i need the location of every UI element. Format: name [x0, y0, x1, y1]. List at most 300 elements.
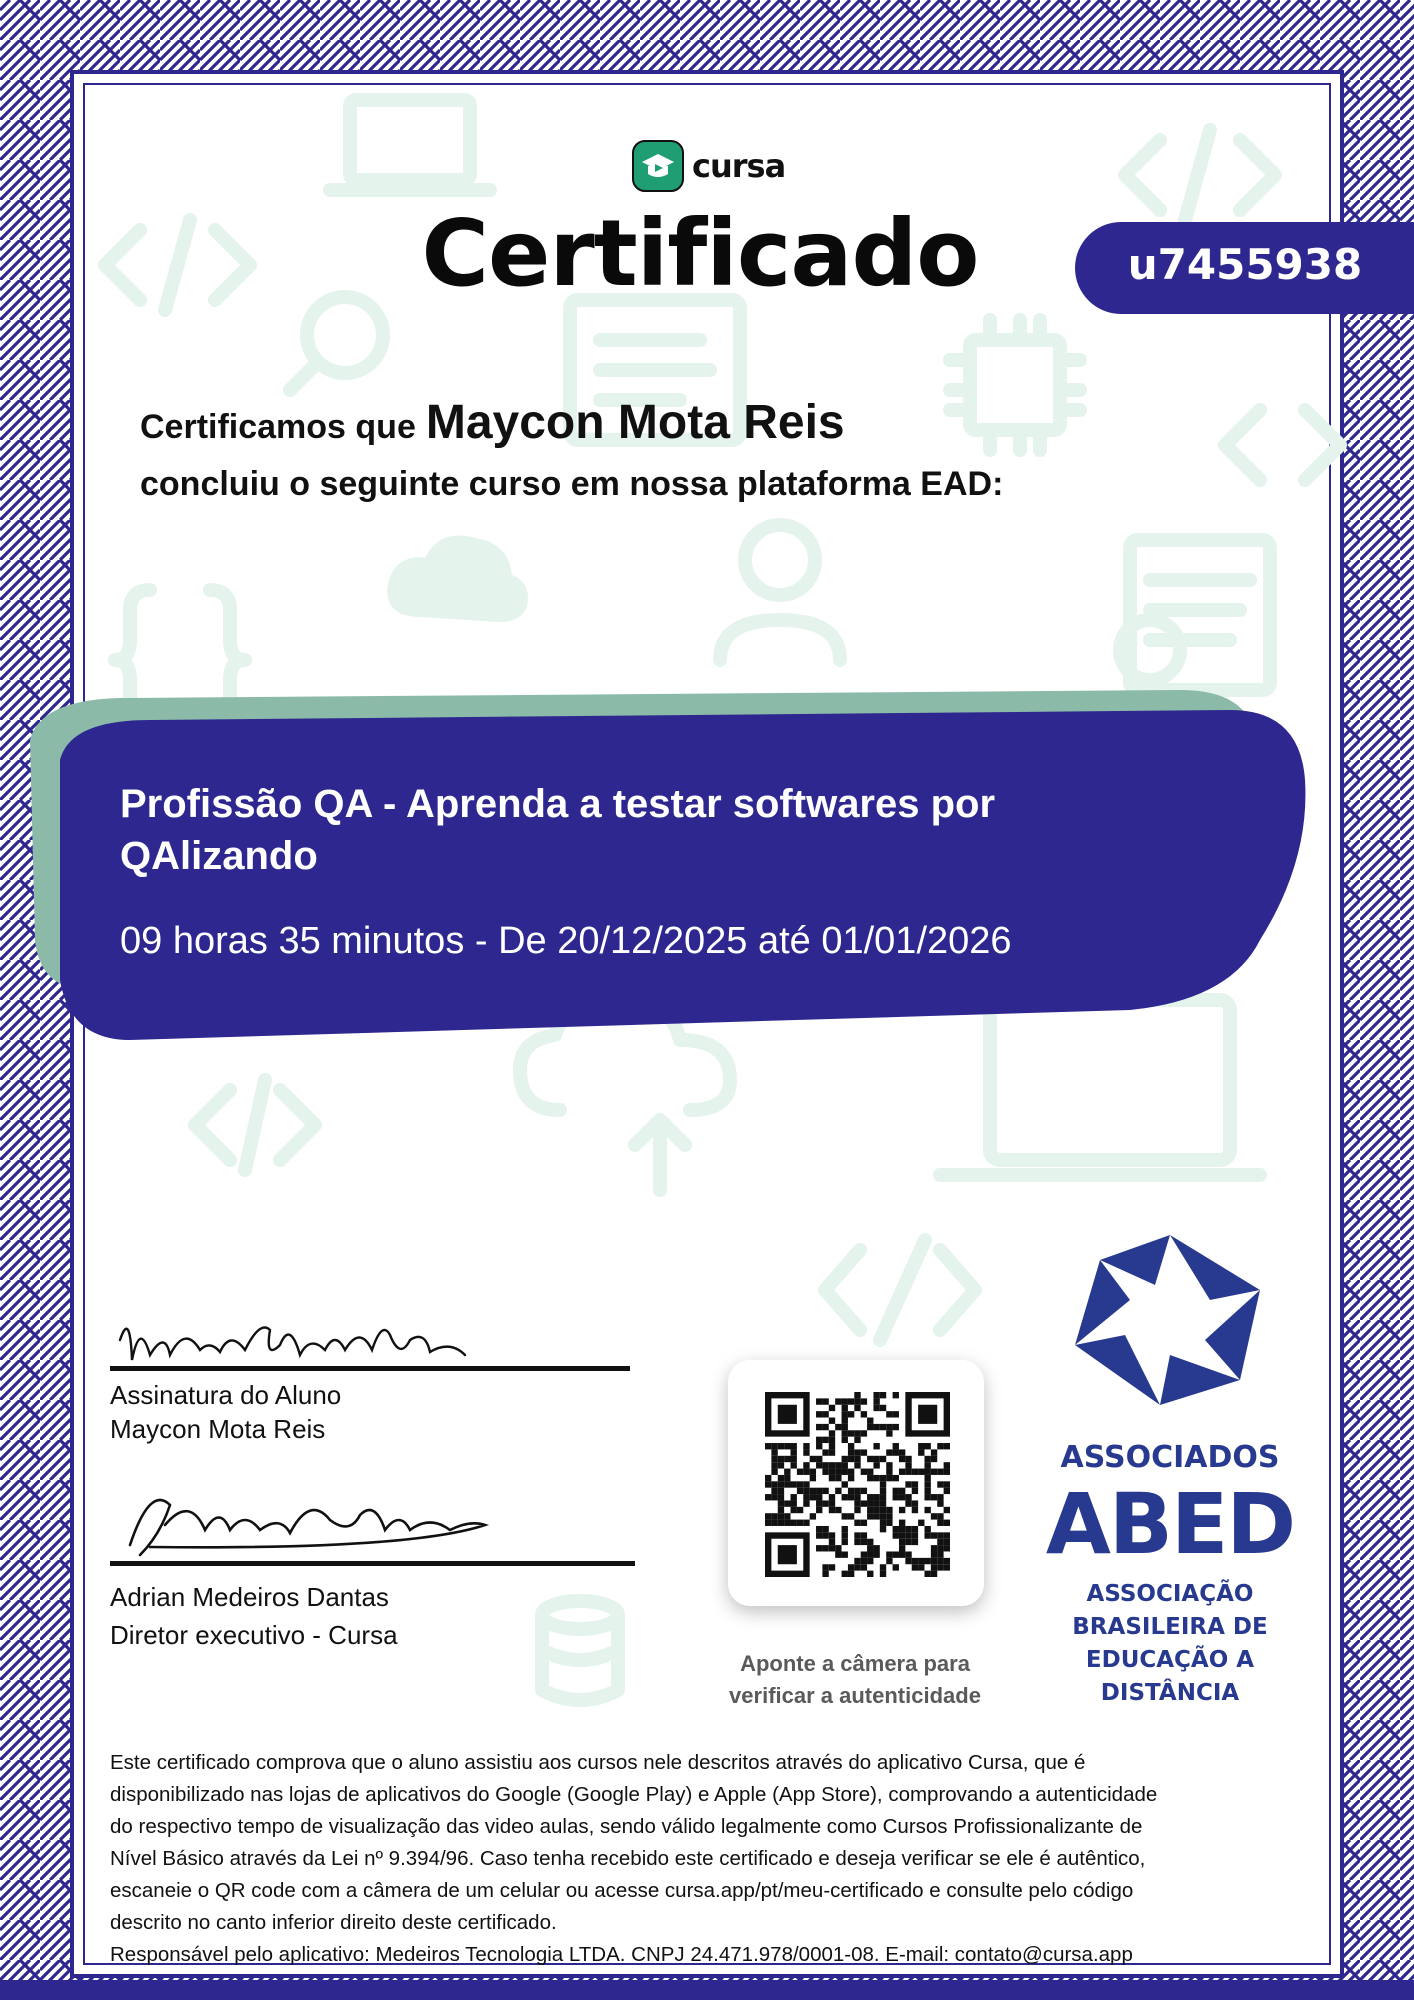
qr-module — [912, 1507, 918, 1513]
qr-module — [803, 1449, 809, 1455]
qr-caption-line2: verificar a autenticidade — [729, 1683, 981, 1708]
qr-module — [937, 1558, 943, 1564]
qr-module — [778, 1500, 784, 1506]
qr-module — [924, 1475, 930, 1481]
qr-module — [803, 1520, 809, 1526]
qr-module — [778, 1456, 784, 1462]
qr-module — [854, 1398, 860, 1404]
qr-finder-pattern — [905, 1392, 950, 1437]
student-name: Maycon Mota Reis — [425, 396, 845, 449]
qr-module — [848, 1475, 854, 1481]
cursa-logo — [632, 140, 785, 192]
qr-module — [867, 1571, 873, 1577]
qr-module — [771, 1456, 777, 1462]
qr-module — [842, 1398, 848, 1404]
course-title — [120, 778, 1120, 882]
qr-module — [944, 1545, 950, 1551]
qr-module — [899, 1551, 905, 1557]
qr-module — [778, 1443, 784, 1449]
qr-module — [905, 1494, 911, 1500]
qr-module — [810, 1469, 816, 1475]
qr-module — [803, 1462, 809, 1468]
qr-module — [816, 1494, 822, 1500]
qr-module — [822, 1469, 828, 1475]
qr-module — [886, 1558, 892, 1564]
qr-module — [829, 1405, 835, 1411]
qr-module — [842, 1513, 848, 1519]
director-signature — [110, 1475, 510, 1565]
qr-module — [797, 1520, 803, 1526]
qr-module — [931, 1564, 937, 1570]
qr-module — [822, 1488, 828, 1494]
qr-module — [899, 1532, 905, 1538]
qr-module — [899, 1507, 905, 1513]
abed-full-name — [1035, 1578, 1305, 1710]
director-role: Diretor executivo - Cursa — [110, 1620, 398, 1650]
qr-module — [931, 1469, 937, 1475]
qr-module — [893, 1424, 899, 1430]
qr-module — [842, 1526, 848, 1532]
qr-module — [765, 1475, 771, 1481]
qr-module — [867, 1551, 873, 1557]
qr-module — [778, 1481, 784, 1487]
course-title-line2: QAlizando — [120, 834, 318, 878]
qr-module — [905, 1481, 911, 1487]
qr-caption — [700, 1648, 1010, 1712]
qr-module — [848, 1564, 854, 1570]
qr-module — [822, 1398, 828, 1404]
qr-module — [816, 1456, 822, 1462]
qr-module — [848, 1469, 854, 1475]
qr-module — [867, 1424, 873, 1430]
qr-module — [880, 1564, 886, 1570]
qr-module — [842, 1481, 848, 1487]
qr-module — [873, 1405, 879, 1411]
qr-module — [816, 1443, 822, 1449]
qr-module — [905, 1526, 911, 1532]
qr-module — [893, 1551, 899, 1557]
legal-line: do respectivo tempo de visualização das video aulas, sendo válido legalmente como Cursos Profissionalizante de — [110, 1815, 1143, 1838]
qr-module — [816, 1488, 822, 1494]
qr-module — [867, 1494, 873, 1500]
qr-module — [822, 1437, 828, 1443]
qr-module — [937, 1539, 943, 1545]
director-name: Adrian Medeiros Dantas — [110, 1582, 389, 1612]
qr-module — [797, 1507, 803, 1513]
qr-module — [924, 1469, 930, 1475]
qr-module — [905, 1539, 911, 1545]
qr-module — [873, 1392, 879, 1398]
qr-module — [842, 1418, 848, 1424]
qr-module — [835, 1545, 841, 1551]
abed-line3: EDUCAÇÃO A — [1085, 1647, 1255, 1673]
qr-module — [886, 1520, 892, 1526]
certification-statement — [140, 395, 845, 450]
qr-module — [912, 1481, 918, 1487]
qr-module — [924, 1443, 930, 1449]
graduation-cap-play-icon — [632, 140, 684, 192]
qr-module — [778, 1475, 784, 1481]
student-signature-line — [110, 1366, 630, 1371]
course-duration-dates: 09 horas 35 minutos - De 20/12/2025 até 01/01/2026 — [120, 920, 1012, 962]
qr-module — [944, 1462, 950, 1468]
student-signature-name: Maycon Mota Reis — [110, 1414, 326, 1444]
qr-module — [918, 1564, 924, 1570]
qr-module — [899, 1539, 905, 1545]
qr-module — [791, 1462, 797, 1468]
qr-module — [771, 1513, 777, 1519]
qr-module — [797, 1481, 803, 1487]
certificate-code: u7455938 — [1127, 240, 1363, 289]
qr-module — [937, 1443, 943, 1449]
qr-module — [822, 1571, 828, 1577]
qr-module — [937, 1481, 943, 1487]
qr-module — [835, 1551, 841, 1557]
qr-module — [842, 1430, 848, 1436]
qr-module — [873, 1551, 879, 1557]
qr-module — [886, 1507, 892, 1513]
qr-module — [924, 1532, 930, 1538]
qr-module — [854, 1488, 860, 1494]
qr-module — [893, 1488, 899, 1494]
qr-module — [829, 1418, 835, 1424]
qr-module — [829, 1462, 835, 1468]
qr-module — [873, 1500, 879, 1506]
qr-module — [880, 1526, 886, 1532]
qr-module — [861, 1564, 867, 1570]
qr-module — [854, 1507, 860, 1513]
qr-module — [822, 1564, 828, 1570]
qr-module — [905, 1462, 911, 1468]
qr-module — [912, 1558, 918, 1564]
qr-module — [784, 1500, 790, 1506]
qr-module — [905, 1558, 911, 1564]
qr-module — [822, 1424, 828, 1430]
qr-module — [937, 1469, 943, 1475]
qr-module — [848, 1494, 854, 1500]
qr-module — [765, 1520, 771, 1526]
qr-module — [784, 1481, 790, 1487]
qr-module — [893, 1494, 899, 1500]
qr-module — [880, 1513, 886, 1519]
qr-module — [924, 1526, 930, 1532]
qr-module — [886, 1551, 892, 1557]
abed-acronym: ABED — [1045, 1475, 1295, 1573]
qr-module — [765, 1481, 771, 1487]
qr-module — [854, 1500, 860, 1506]
qr-module — [816, 1424, 822, 1430]
qr-module — [816, 1437, 822, 1443]
qr-module — [867, 1500, 873, 1506]
qr-module — [842, 1424, 848, 1430]
qr-module — [924, 1488, 930, 1494]
qr-module — [829, 1430, 835, 1436]
qr-module — [893, 1392, 899, 1398]
qr-module — [873, 1398, 879, 1404]
qr-module — [873, 1443, 879, 1449]
qr-module — [905, 1532, 911, 1538]
qr-module — [848, 1398, 854, 1404]
qr-module — [924, 1494, 930, 1500]
qr-module — [861, 1532, 867, 1538]
qr-module — [854, 1532, 860, 1538]
qr-module — [905, 1469, 911, 1475]
qr-module — [765, 1513, 771, 1519]
qr-module — [797, 1488, 803, 1494]
qr-module — [829, 1449, 835, 1455]
qr-module — [835, 1507, 841, 1513]
qr-module — [842, 1456, 848, 1462]
qr-module — [861, 1449, 867, 1455]
qr-module — [924, 1558, 930, 1564]
qr-module — [886, 1449, 892, 1455]
qr-module — [829, 1532, 835, 1538]
qr-module — [816, 1462, 822, 1468]
qr-module — [765, 1443, 771, 1449]
qr-module — [912, 1500, 918, 1506]
certificate-title: Certificado — [421, 200, 979, 307]
qr-module — [784, 1475, 790, 1481]
qr-module — [803, 1469, 809, 1475]
legal-line: Este certificado comprova que o aluno assistiu aos cursos nele descritos através do aplicativo Cursa, que é — [110, 1751, 1086, 1774]
qr-module — [944, 1539, 950, 1545]
qr-module — [873, 1545, 879, 1551]
qr-module — [771, 1449, 777, 1455]
qr-module — [784, 1520, 790, 1526]
abed-line4: DISTÂNCIA — [1100, 1680, 1240, 1706]
qr-module — [880, 1456, 886, 1462]
qr-module — [816, 1411, 822, 1417]
qr-module — [854, 1405, 860, 1411]
qr-module — [816, 1532, 822, 1538]
qr-module — [944, 1532, 950, 1538]
abed-line2: BRASILEIRA DE — [1072, 1614, 1268, 1640]
qr-module — [873, 1494, 879, 1500]
statement-suffix: concluiu o seguinte curso em nossa plataforma EAD: — [140, 465, 1004, 503]
qr-module — [842, 1571, 848, 1577]
qr-module — [810, 1456, 816, 1462]
qr-module — [905, 1500, 911, 1506]
qr-module — [784, 1513, 790, 1519]
qr-module — [797, 1469, 803, 1475]
qr-module — [854, 1564, 860, 1570]
qr-module — [771, 1462, 777, 1468]
qr-module — [848, 1571, 854, 1577]
qr-module — [899, 1456, 905, 1462]
qr-module — [771, 1488, 777, 1494]
qr-module — [918, 1469, 924, 1475]
student-signature-role: Assinatura do Aluno — [110, 1380, 342, 1410]
qr-module — [944, 1443, 950, 1449]
qr-module — [854, 1456, 860, 1462]
qr-module — [848, 1411, 854, 1417]
legal-line: descrito no canto inferior direito deste certificado. — [110, 1911, 557, 1934]
qr-module — [822, 1500, 828, 1506]
qr-module — [842, 1462, 848, 1468]
qr-module — [848, 1488, 854, 1494]
qr-module — [803, 1481, 809, 1487]
qr-module — [854, 1494, 860, 1500]
qr-module — [784, 1456, 790, 1462]
qr-module — [893, 1475, 899, 1481]
qr-module — [771, 1520, 777, 1526]
qr-module — [880, 1424, 886, 1430]
qr-module — [867, 1475, 873, 1481]
qr-module — [842, 1411, 848, 1417]
qr-module — [918, 1558, 924, 1564]
qr-module — [861, 1488, 867, 1494]
qr-module — [893, 1532, 899, 1538]
qr-module — [912, 1469, 918, 1475]
qr-module — [848, 1456, 854, 1462]
qr-module — [829, 1437, 835, 1443]
qr-module — [848, 1449, 854, 1455]
qr-module — [937, 1520, 943, 1526]
qr-code[interactable] — [765, 1392, 950, 1577]
qr-module — [771, 1494, 777, 1500]
qr-module — [810, 1475, 816, 1481]
qr-module — [873, 1475, 879, 1481]
qr-module — [854, 1462, 860, 1468]
qr-module — [880, 1475, 886, 1481]
qr-module — [835, 1424, 841, 1430]
qr-module — [842, 1539, 848, 1545]
qr-module — [778, 1513, 784, 1519]
qr-module — [867, 1539, 873, 1545]
qr-module — [944, 1564, 950, 1570]
qr-module — [924, 1462, 930, 1468]
qr-module — [944, 1469, 950, 1475]
qr-module — [816, 1398, 822, 1404]
qr-module — [899, 1494, 905, 1500]
qr-module — [944, 1507, 950, 1513]
legal-line: Nível Básico através da Lei nº 9.394/96. Caso tenha recebido este certificado e deseja verificar se ele é autêntico, — [110, 1847, 1146, 1870]
qr-module — [842, 1532, 848, 1538]
qr-module — [829, 1475, 835, 1481]
legal-line: disponibilizado nas lojas de aplicativos do Google (Google Play) e Apple (App Store), comprovando a autenticidade — [110, 1783, 1158, 1806]
qr-module — [854, 1449, 860, 1455]
qr-module — [854, 1520, 860, 1526]
qr-module — [861, 1500, 867, 1506]
qr-module — [842, 1494, 848, 1500]
qr-module — [944, 1558, 950, 1564]
qr-module — [886, 1430, 892, 1436]
qr-module — [886, 1462, 892, 1468]
qr-module — [765, 1494, 771, 1500]
qr-module — [822, 1462, 828, 1468]
legal-line: escaneie o QR code com a câmera de um celular ou acesse cursa.app/pt/meu-certificado e consulte pelo código — [110, 1879, 1134, 1902]
qr-module — [829, 1494, 835, 1500]
abed-logo-icon — [1060, 1230, 1275, 1405]
qr-module — [854, 1539, 860, 1545]
qr-module — [861, 1411, 867, 1417]
qr-module — [886, 1424, 892, 1430]
course-title-line1: Profissão QA - Aprenda a testar softwares por — [120, 782, 996, 826]
qr-module — [803, 1488, 809, 1494]
legal-line: Responsável pelo aplicativo: Medeiros Tecnologia LTDA. CNPJ 24.471.978/0001-08. E-mail: contato@cursa.app — [110, 1943, 1133, 1966]
qr-module — [893, 1564, 899, 1570]
qr-module — [937, 1500, 943, 1506]
qr-module — [931, 1551, 937, 1557]
qr-module — [880, 1500, 886, 1506]
qr-module — [778, 1520, 784, 1526]
qr-module — [854, 1430, 860, 1436]
qr-module — [835, 1469, 841, 1475]
qr-module — [829, 1500, 835, 1506]
qr-module — [803, 1494, 809, 1500]
qr-module — [861, 1551, 867, 1557]
qr-module — [842, 1551, 848, 1557]
qr-module — [944, 1481, 950, 1487]
qr-module — [867, 1545, 873, 1551]
qr-module — [867, 1456, 873, 1462]
qr-finder-pattern — [765, 1532, 810, 1577]
qr-module — [893, 1411, 899, 1417]
qr-module — [867, 1469, 873, 1475]
qr-module — [880, 1481, 886, 1487]
qr-module — [924, 1481, 930, 1487]
qr-module — [867, 1558, 873, 1564]
qr-module — [771, 1481, 777, 1487]
qr-module — [880, 1405, 886, 1411]
qr-module — [829, 1539, 835, 1545]
cursa-logo-text: cursa — [692, 147, 786, 185]
qr-module — [810, 1488, 816, 1494]
qr-module — [810, 1513, 816, 1519]
qr-module — [861, 1430, 867, 1436]
qr-module — [835, 1398, 841, 1404]
qr-module — [829, 1545, 835, 1551]
qr-module — [791, 1456, 797, 1462]
qr-module — [873, 1456, 879, 1462]
qr-module — [867, 1513, 873, 1519]
qr-module — [931, 1545, 937, 1551]
qr-module — [861, 1398, 867, 1404]
qr-module — [905, 1551, 911, 1557]
qr-module — [924, 1507, 930, 1513]
qr-module — [842, 1437, 848, 1443]
qr-module — [778, 1488, 784, 1494]
qr-module — [937, 1494, 943, 1500]
qr-module — [854, 1558, 860, 1564]
qr-module — [899, 1469, 905, 1475]
qr-module — [944, 1488, 950, 1494]
qr-module — [848, 1513, 854, 1519]
qr-module — [803, 1500, 809, 1506]
qr-module — [848, 1443, 854, 1449]
qr-module — [937, 1551, 943, 1557]
qr-module — [873, 1424, 879, 1430]
qr-module — [822, 1532, 828, 1538]
qr-module — [899, 1545, 905, 1551]
qr-module — [893, 1449, 899, 1455]
qr-module — [822, 1449, 828, 1455]
qr-module — [784, 1443, 790, 1449]
qr-module — [873, 1513, 879, 1519]
qr-module — [848, 1430, 854, 1436]
qr-module — [918, 1449, 924, 1455]
qr-module — [791, 1520, 797, 1526]
qr-module — [835, 1462, 841, 1468]
qr-finder-pattern — [765, 1392, 810, 1437]
qr-module — [771, 1469, 777, 1475]
qr-module — [778, 1494, 784, 1500]
qr-module — [931, 1571, 937, 1577]
qr-module — [816, 1500, 822, 1506]
qr-module — [867, 1507, 873, 1513]
statement-prefix: Certificamos que — [140, 408, 416, 446]
abed-line1: ASSOCIAÇÃO — [1086, 1581, 1254, 1607]
